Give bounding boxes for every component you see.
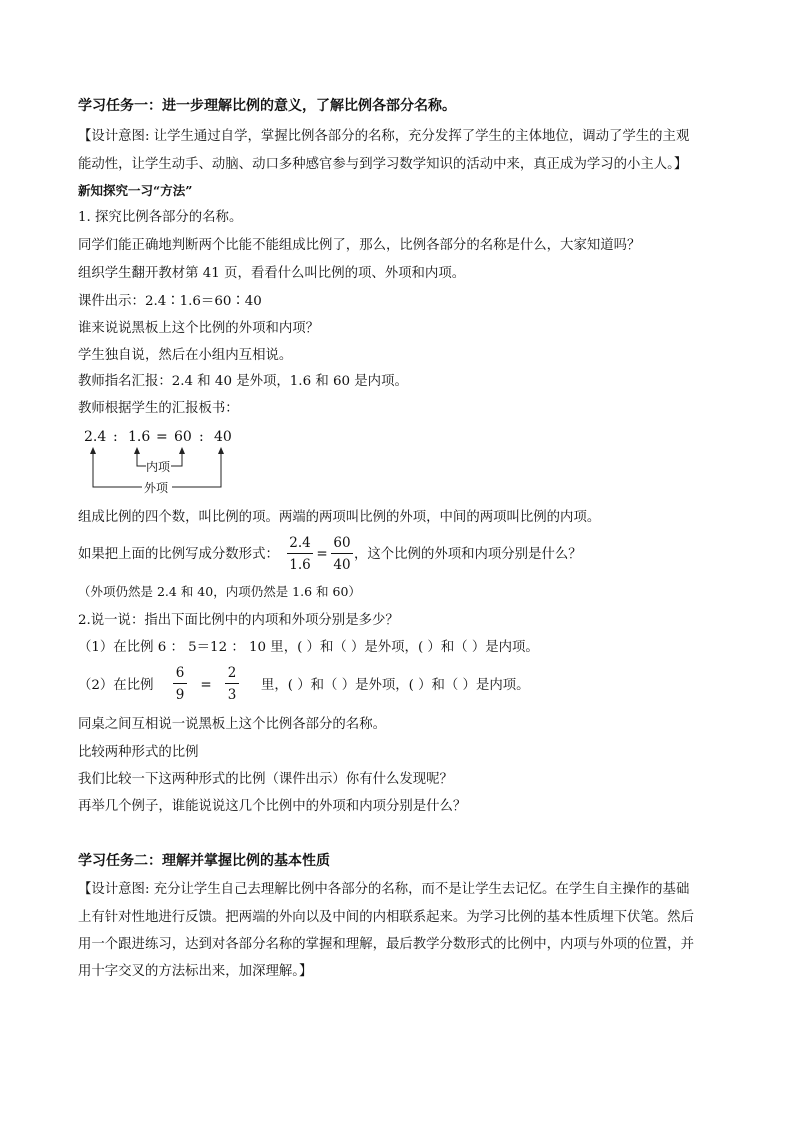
fraction-equals: = <box>316 546 328 562</box>
term-outer-2: 40 <box>214 429 232 445</box>
paragraph-line: 学生独自说，然后在小组内互相说。 <box>78 348 293 363</box>
term-inner-2: 60 <box>174 429 192 445</box>
question-2-item-2-suffix: 里，( ）和（ ）是外项，( ）和（ ）是内项。 <box>261 678 530 693</box>
question-2-item-1: （1）在比例 6 ： 5＝12 ： 10 里，( ）和（ ）是外项，( ）和（ ）是内项。 <box>78 640 539 655</box>
equals-sign: = <box>156 429 168 445</box>
fraction-form-prefix: 如果把上面的比例写成分数形式： <box>78 547 279 562</box>
colon-1: : <box>113 429 118 445</box>
task1-intent-line-1: 【设计意图: 让学生通过自学，掌握比例各部分的名称，充分发挥了学生的主体地位，调动了学生的主观 <box>78 129 690 144</box>
task2-title: 学习任务二：理解并掌握比例的基本性质 <box>78 853 330 869</box>
paragraph-line: 课件出示：2.4∶1.6＝60∶40 <box>78 294 262 309</box>
paragraph-line: 教师根据学生的汇报板书： <box>78 401 239 416</box>
paragraph-line: 我们比较一下这两种形式的比例（课件出示）你有什么发现呢？ <box>78 772 453 787</box>
paragraph-line: 教师指名汇报：2.4 和 40 是外项，1.6 和 60 是内项。 <box>78 374 408 389</box>
q2-fraction-1-bar <box>173 683 187 684</box>
paragraph-line: 同桌之间互相说一说黑板上这个比例各部分的名称。 <box>78 717 386 732</box>
q2-fraction-2-denominator: 3 <box>227 687 237 703</box>
fraction-2-bar <box>331 553 353 554</box>
fraction-form-suffix: ，这个比例的外项和内项分别是什么？ <box>354 547 582 562</box>
section-subheading: 新知探究一习“方法” <box>78 183 193 198</box>
paragraph-line: 谁来说说黑板上这个比例的外项和内项？ <box>78 321 320 336</box>
q2-fraction-2-numerator: 2 <box>227 665 237 681</box>
inner-term-label: 内项 <box>146 460 171 474</box>
paragraph-line: 同学们能正确地判断两个比能不能组成比例了，那么，比例各部分的名称是什么，大家知道吗？ <box>78 238 641 253</box>
answer-note: （外项仍然是 2.4 和 40，内项仍然是 1.6 和 60） <box>78 584 361 599</box>
q2-fraction-1-denominator: 9 <box>175 687 185 703</box>
fraction-1-bar <box>287 553 313 554</box>
paragraph-line: 组成比例的四个数，叫比例的项。两端的两项叫比例的外项，中间的两项叫比例的内项。 <box>78 510 601 525</box>
task1-intent-line-2: 能动性，让学生动手、动脑、动口多种感官参与到学习数学知识的活动中来，真正成为学习的小主人。】 <box>78 157 688 172</box>
q2-fraction-1-numerator: 6 <box>175 665 185 681</box>
q2-fraction-2-bar <box>225 683 239 684</box>
outer-term-label: 外项 <box>144 481 169 495</box>
question-2-item-2-prefix: （2）在比例 <box>78 678 154 693</box>
fraction-2-denominator: 40 <box>333 557 351 573</box>
task2-intent-line-1: 【设计意图: 充分让学生自己去理解比例中各部分的名称，而不是让学生去记忆。在学生自主操作的基础 <box>78 882 690 897</box>
paragraph-line: 1. 探究比例各部分的名称。 <box>78 210 243 225</box>
fraction-1-denominator: 1.6 <box>289 557 311 573</box>
colon-2: : <box>199 429 204 445</box>
task2-intent-line-4: 用十字交叉的方法标出来，加深理解。】 <box>78 964 313 979</box>
paragraph-line: 再举几个例子，谁能说说这几个比例中的外项和内项分别是什么？ <box>78 799 467 814</box>
q2-fraction-equals: = <box>200 677 212 693</box>
fraction-1-numerator: 2.4 <box>289 535 311 551</box>
task2-intent-line-2: 上有针对性地进行反馈。把两端的外向以及中间的内相联系起来。为学习比例的基本性质埋下伏笔。然后 <box>78 910 694 925</box>
fraction-2-numerator: 60 <box>333 535 351 551</box>
term-outer-1: 2.4 <box>84 429 107 445</box>
task2-intent-line-3: 用一个跟进练习，达到对各部分名称的掌握和理解，最后教学分数形式的比例中，内项与外项的位置，并 <box>78 937 694 952</box>
task1-title: 学习任务一：进一步理解比例的意义，了解比例各部分名称。 <box>78 98 456 114</box>
question-2: 2.说一说：指出下面比例中的内项和外项分别是多少？ <box>78 613 399 628</box>
paragraph-line: 比较两种形式的比例 <box>78 745 199 760</box>
paragraph-line: 组织学生翻开教材第 41 页，看看什么叫比例的项、外项和内项。 <box>78 266 466 281</box>
term-inner-1: 1.6 <box>128 429 151 445</box>
